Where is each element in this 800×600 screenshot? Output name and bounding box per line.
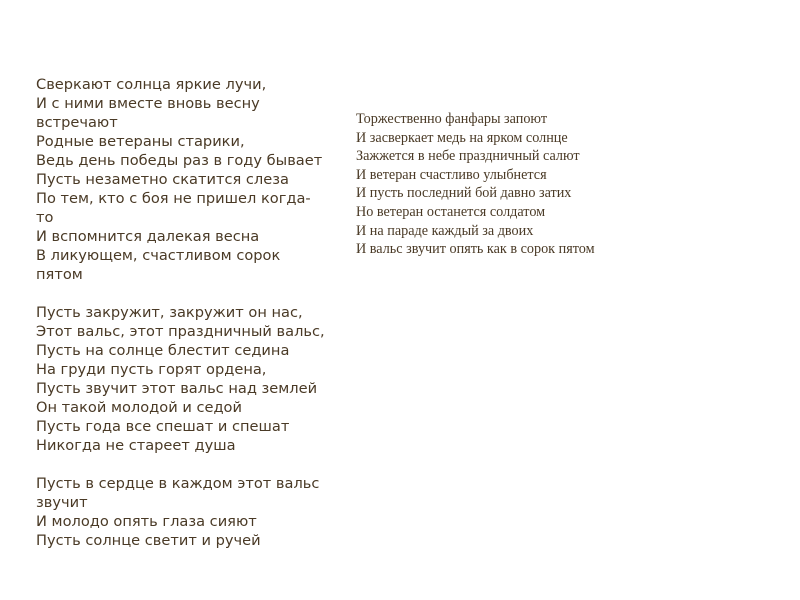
poem-line: И молодо опять глаза сияют bbox=[36, 513, 257, 530]
poem-line: Пусть на солнце блестит седина bbox=[36, 342, 290, 359]
poem-line: Пусть года все спешат и спешат bbox=[36, 418, 290, 435]
poem-line: Он такой молодой и седой bbox=[36, 399, 242, 416]
poem-line: И пусть последний бой давно затих bbox=[356, 185, 572, 202]
poem-line: Сверкают солнца яркие лучи, bbox=[36, 76, 267, 93]
poem-line: Зажжется в небе праздничный салют bbox=[356, 148, 580, 165]
stanza-3 bbox=[36, 474, 326, 550]
poem-line: Родные ветераны старики, bbox=[36, 133, 245, 150]
poem-line: На груди пусть горят ордена, bbox=[36, 361, 267, 378]
poem-line: Пусть закружит, закружит он нас, bbox=[36, 304, 303, 321]
poem-line: Пусть звучит этот вальс над землей bbox=[36, 380, 318, 397]
poem-line: И вспомнится далекая весна bbox=[36, 228, 260, 245]
poem-line: Пусть солнце светит и ручей bbox=[36, 532, 261, 549]
poem-line: Ведь день победы раз в году бывает bbox=[36, 152, 323, 169]
poem-line: В ликующем, счастливом сорок пятом bbox=[36, 247, 285, 283]
poem-line: И вальс звучит опять как в сорок пятом bbox=[356, 241, 595, 258]
stanza-1 bbox=[36, 75, 326, 284]
poem-line: Пусть незаметно скатится слеза bbox=[36, 171, 289, 188]
poem-line: И на параде каждый за двоих bbox=[356, 222, 534, 239]
poem-line: Пусть в сердце в каждом этот вальс звучит bbox=[36, 475, 325, 511]
stanza-2 bbox=[36, 303, 326, 455]
poem-line: Этот вальс, этот праздничный вальс, bbox=[36, 323, 325, 340]
poem-line: И ветеран счастливо улыбнется bbox=[356, 166, 547, 183]
poem-line: Никогда не стареет душа bbox=[36, 437, 236, 454]
poem-line: И с ними вместе вновь весну встречают bbox=[36, 95, 265, 131]
right-column-text bbox=[356, 110, 776, 259]
poem-line: И засверкает медь на ярком солнце bbox=[356, 129, 568, 146]
poem-line: Торжественно фанфары запоют bbox=[356, 111, 548, 127]
poem-line: Но ветеран останется солдатом bbox=[356, 203, 546, 220]
left-column-text bbox=[36, 75, 326, 550]
poem-line: По тем, кто с боя не пришел когда-то bbox=[36, 190, 311, 226]
